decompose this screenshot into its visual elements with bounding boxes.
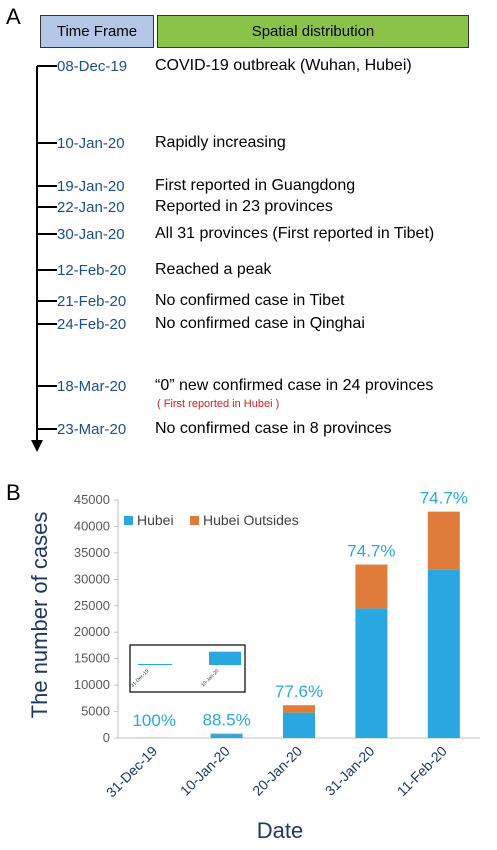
timeline-tick [37, 142, 57, 144]
timeline-tick [37, 233, 57, 235]
timeline-date: 10-Jan-20 [57, 134, 125, 152]
timeline-event-text: First reported in Guangdong [155, 177, 356, 194]
percent-label: 100% [132, 711, 176, 730]
timeline-tick [37, 206, 57, 208]
y-tick-label: 35000 [73, 544, 110, 560]
y-tick-label: 5000 [81, 703, 110, 719]
bar-hubei-outsides [283, 705, 315, 712]
legend-swatch-hubei-outsides [190, 516, 199, 525]
percent-label: 88.5% [202, 710, 251, 730]
timeline-tick [37, 300, 57, 302]
legend-label-hubei-outsides: Hubei Outsides [203, 512, 299, 528]
bar-hubei-outsides [211, 734, 243, 735]
timeline-arrow-icon [31, 440, 43, 452]
inset-tick-label: 10-Jan-20 [200, 668, 221, 689]
y-tick-label: 45000 [73, 492, 110, 507]
inset-bar [209, 652, 241, 665]
percent-label: 77.6% [274, 682, 324, 702]
timeline-event [37, 132, 286, 154]
timeline-tick [37, 428, 57, 430]
timeline-event [37, 375, 433, 397]
y-tick-label: 20000 [73, 624, 110, 640]
timeline-event [37, 55, 412, 77]
y-tick-label: 0 [102, 730, 110, 745]
timeline-date: 23-Mar-20 [57, 420, 127, 438]
timeline-event [37, 418, 392, 440]
timeline-tick [37, 269, 57, 271]
timeline-event-text: Reached a peak [155, 261, 272, 278]
spatial-distribution-header: Spatial distribution [157, 15, 469, 48]
timeline-tick [37, 185, 57, 187]
y-tick-label: 15000 [73, 650, 110, 666]
timeline-tick [37, 65, 57, 67]
x-tick-label: 11-Feb-20 [393, 742, 450, 800]
x-tick-label: 31-Jan-20 [321, 742, 378, 799]
percent-label: 74.7% [347, 541, 396, 561]
timeline-date: 19-Jan-20 [57, 177, 125, 195]
y-tick-label: 10000 [73, 677, 110, 693]
timeline-tick [37, 323, 57, 325]
bar-hubei [355, 608, 387, 738]
timeline-tick [37, 385, 57, 387]
y-tick-label: 40000 [73, 518, 110, 534]
timeline-date: 24-Feb-20 [57, 315, 127, 333]
timeline-date: 21-Feb-20 [57, 292, 127, 310]
timeline-event [37, 259, 272, 281]
timeline-event-text: All 31 provinces (First reported in Tibet) [155, 225, 435, 242]
timeline-event-text: COVID-19 outbreak (Wuhan, Hubei) [155, 57, 412, 74]
x-tick-label: 10-Jan-20 [176, 742, 233, 799]
panel-a-label: A [6, 4, 21, 29]
x-axis-title: Date [256, 818, 304, 843]
timeline-event-text: Rapidly increasing [155, 134, 286, 151]
y-tick-label: 30000 [73, 571, 110, 587]
timeline-event-text: Reported in 23 provinces [155, 198, 333, 215]
timeline-date: 08-Dec-19 [57, 57, 128, 75]
timeline-sub-note: ( First reported in Hubei ) [157, 398, 280, 410]
legend-label-hubei: Hubei [137, 512, 174, 528]
bar-hubei-outsides [428, 512, 460, 570]
inset-bar [138, 664, 172, 665]
x-tick-label: 20-Jan-20 [249, 742, 306, 799]
timeline-event-text: No confirmed case in Qinghai [155, 315, 365, 332]
timeline-date: 18-Mar-20 [57, 377, 127, 395]
timeline-date: 12-Feb-20 [57, 261, 127, 279]
timeline-event [37, 290, 344, 312]
y-tick-label: 25000 [73, 597, 110, 613]
timeline-event [37, 196, 333, 218]
timeline-event-text: No confirmed case in 8 provinces [155, 420, 392, 437]
panel-b-label: B [6, 480, 21, 505]
legend-swatch-hubei [124, 516, 133, 525]
timeline-event [37, 313, 365, 335]
bar-hubei [428, 569, 460, 738]
x-tick-label: 31-Dec-19 [102, 742, 161, 801]
timeline-event [37, 223, 434, 245]
timeline-date: 22-Jan-20 [57, 198, 125, 216]
y-axis-title: The number of cases [27, 511, 52, 719]
timeline-event [37, 175, 355, 197]
bar-hubei-outsides [355, 565, 387, 609]
percent-label: 74.7% [419, 488, 468, 508]
inset-tick-label: 31-Dec-19 [129, 668, 151, 689]
stacked-bar-chart [0, 480, 497, 850]
timeline-date: 30-Jan-20 [57, 225, 125, 243]
bar-hubei [211, 734, 243, 738]
time-frame-header: Time Frame [40, 15, 154, 48]
bar-hubei [283, 713, 315, 738]
timeline-event-text: No confirmed case in Tibet [155, 292, 345, 309]
timeline-event-text: “0” new confirmed case in 24 provinces [155, 377, 434, 394]
